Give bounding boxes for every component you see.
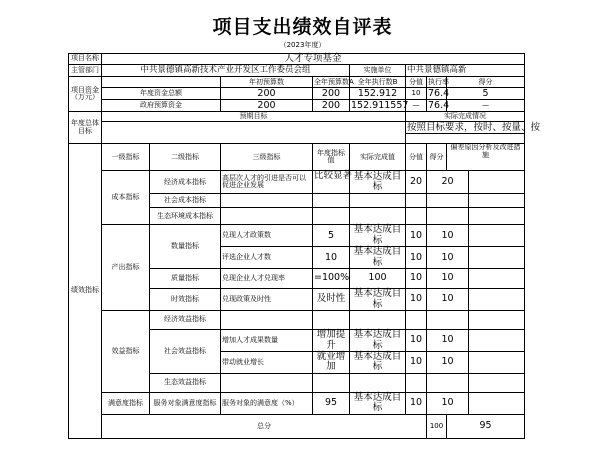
sb1-target: 增加提升 [313, 330, 350, 352]
gov-exec: 152.911557 [351, 99, 409, 111]
col-budget: 年初预算数 [221, 77, 313, 88]
econ-cost-actual: 基本达成目标 [350, 171, 406, 194]
total-exec: 152.912 [350, 88, 406, 100]
row-total-label: 年度资金总额 [102, 88, 221, 100]
header-actual: 实际完成值 [350, 144, 406, 171]
header-level3: 三级指标 [221, 144, 313, 171]
quality-score: 10 [406, 269, 427, 289]
table-row [69, 311, 525, 330]
indicators-section-label: 绩效指标 [69, 144, 102, 439]
eco-benefit-label: 生态效益指标 [150, 373, 221, 392]
sat-score: 10 [406, 392, 427, 414]
sb1-actual: 基本达成目标 [350, 330, 406, 352]
time-get: 10 [427, 289, 469, 311]
header-get: 得分 [427, 144, 447, 171]
qty1-get: 10 [427, 225, 469, 247]
output-label: 产出指标 [102, 225, 150, 311]
impl-value: 中共景德镇高新 [406, 65, 525, 77]
sb2-score: 10 [406, 351, 427, 373]
cost-label: 成本指标 [102, 171, 150, 225]
table-row [69, 100, 525, 112]
time-target: 及时性 [313, 289, 350, 311]
qty2-target: 10 [313, 247, 350, 269]
col-exec: 全年执行数B [350, 77, 406, 88]
impl-label: 实施单位 [350, 65, 406, 77]
sat-target: 95 [313, 392, 350, 414]
gov-budget: 200 [221, 100, 313, 112]
quality-target: =100% [313, 269, 350, 289]
project-name-label: 项目名称 [69, 54, 102, 65]
sb2-actual: 基本达成目标 [350, 351, 406, 373]
quality-get: 10 [427, 269, 469, 289]
sb2-target: 就业增加 [313, 351, 350, 373]
time-l3: 兑现政策及时性 [221, 289, 313, 311]
time-label: 时效指标 [150, 289, 221, 311]
goals-actual: 实际完成情况 [406, 112, 525, 122]
table-row [69, 122, 525, 134]
sat-l3: 服务对象的满意度（%） [221, 392, 313, 414]
total-score: 10 [406, 88, 427, 100]
table-row [69, 54, 525, 65]
dept-value: 中共景德镇高新技术产业开发区工作委员会组 [102, 65, 350, 77]
table-row [69, 144, 525, 171]
qty1-target: 5 [313, 225, 350, 247]
benefit-label: 效益指标 [102, 311, 150, 393]
gov-get: — [447, 100, 525, 112]
table-row [69, 112, 525, 122]
goals-label: 年度总体目标 [69, 112, 102, 144]
social-benefit-label: 社会效益指标 [150, 330, 221, 374]
table-row [69, 171, 525, 194]
time-actual: 基本达成目标 [350, 289, 406, 311]
quality-actual: 100 [350, 269, 406, 289]
goals-actual-text: 按照目标要求，按时、按量、按 [407, 121, 541, 133]
dept-label: 主管部门 [69, 65, 102, 77]
table-row [69, 88, 525, 100]
econ-cost-l3: 高层次人才的引进是否可以促进企业发展 [221, 171, 313, 194]
econ-cost-score: 20 [406, 171, 427, 194]
sb1-l3: 增加人才成果数量 [221, 330, 313, 352]
qty2-get: 10 [427, 247, 469, 269]
sb1-get: 10 [427, 330, 469, 352]
col-rate: 执行率 [427, 77, 447, 88]
row-gov-label: 政府预算资金 [102, 100, 221, 112]
table-row [69, 414, 525, 438]
econ-cost-get: 20 [427, 171, 469, 194]
goals-planned: 预期目标 [102, 112, 406, 122]
col-score: 分值 [406, 77, 427, 88]
fund-label: 项目资金（万元） [69, 77, 102, 112]
total-get-value: 95 [447, 414, 525, 438]
qty1-actual: 基本达成目标 [350, 225, 406, 247]
page-title: 项目支出绩效自评表 [212, 16, 393, 38]
qty-label: 数量指标 [150, 225, 221, 269]
sb2-get: 10 [427, 351, 469, 373]
eco-cost-label: 生态环境成本指标 [150, 208, 221, 225]
gov-rate: 76.4 [428, 99, 450, 111]
gov-full: 200 [313, 100, 350, 112]
evaluation-table [68, 53, 541, 439]
header-score: 分值 [406, 144, 427, 171]
econ-cost-target: 比较显著 [313, 171, 350, 194]
sat-actual: 基本达成目标 [350, 392, 406, 414]
table-row [69, 225, 525, 247]
service-sat-label: 服务对象满意度指标 [150, 392, 221, 414]
project-name: 人才专项基金 [102, 54, 525, 65]
total-label: 总分 [102, 414, 427, 438]
econ-cost-label: 经济成本指标 [150, 171, 221, 194]
table-row [69, 65, 525, 77]
time-score: 10 [406, 289, 427, 311]
table-row [69, 392, 525, 414]
total-rate: 76.4 [428, 87, 450, 99]
qty1-l3: 兑现人才政策数 [221, 225, 313, 247]
quality-l3: 兑现企业人才兑现率 [221, 269, 313, 289]
sb1-score: 10 [406, 330, 427, 352]
col-get: 得分 [447, 77, 525, 88]
table-row [69, 77, 525, 88]
col-full-budget: 全年预算数A [313, 77, 350, 88]
qty1-score: 10 [406, 225, 427, 247]
header-level2: 二级指标 [150, 144, 221, 171]
header-level1: 一级指标 [102, 144, 150, 171]
total-get: 5 [447, 88, 525, 100]
satisfaction-label: 满意度指标 [102, 392, 150, 414]
qty2-l3: 评选企业人才数 [221, 247, 313, 269]
social-cost-label: 社会成本指标 [150, 194, 221, 208]
total-full: 200 [313, 88, 350, 100]
qty2-actual: 基本达成目标 [350, 247, 406, 269]
econ-benefit-label: 经济效益指标 [150, 311, 221, 330]
sat-get: 10 [427, 392, 469, 414]
header-reason: 偏差原因分析及改进措施 [447, 144, 525, 171]
quality-label: 质量指标 [150, 269, 221, 289]
year-label: （2023年度） [279, 41, 326, 49]
total-budget: 200 [221, 88, 313, 100]
total-score-value: 100 [427, 414, 447, 438]
gov-score: — [406, 100, 427, 112]
sb2-l3: 带动就业增长 [221, 351, 313, 373]
qty2-score: 10 [406, 247, 427, 269]
header-target: 年度指标值 [313, 144, 350, 171]
